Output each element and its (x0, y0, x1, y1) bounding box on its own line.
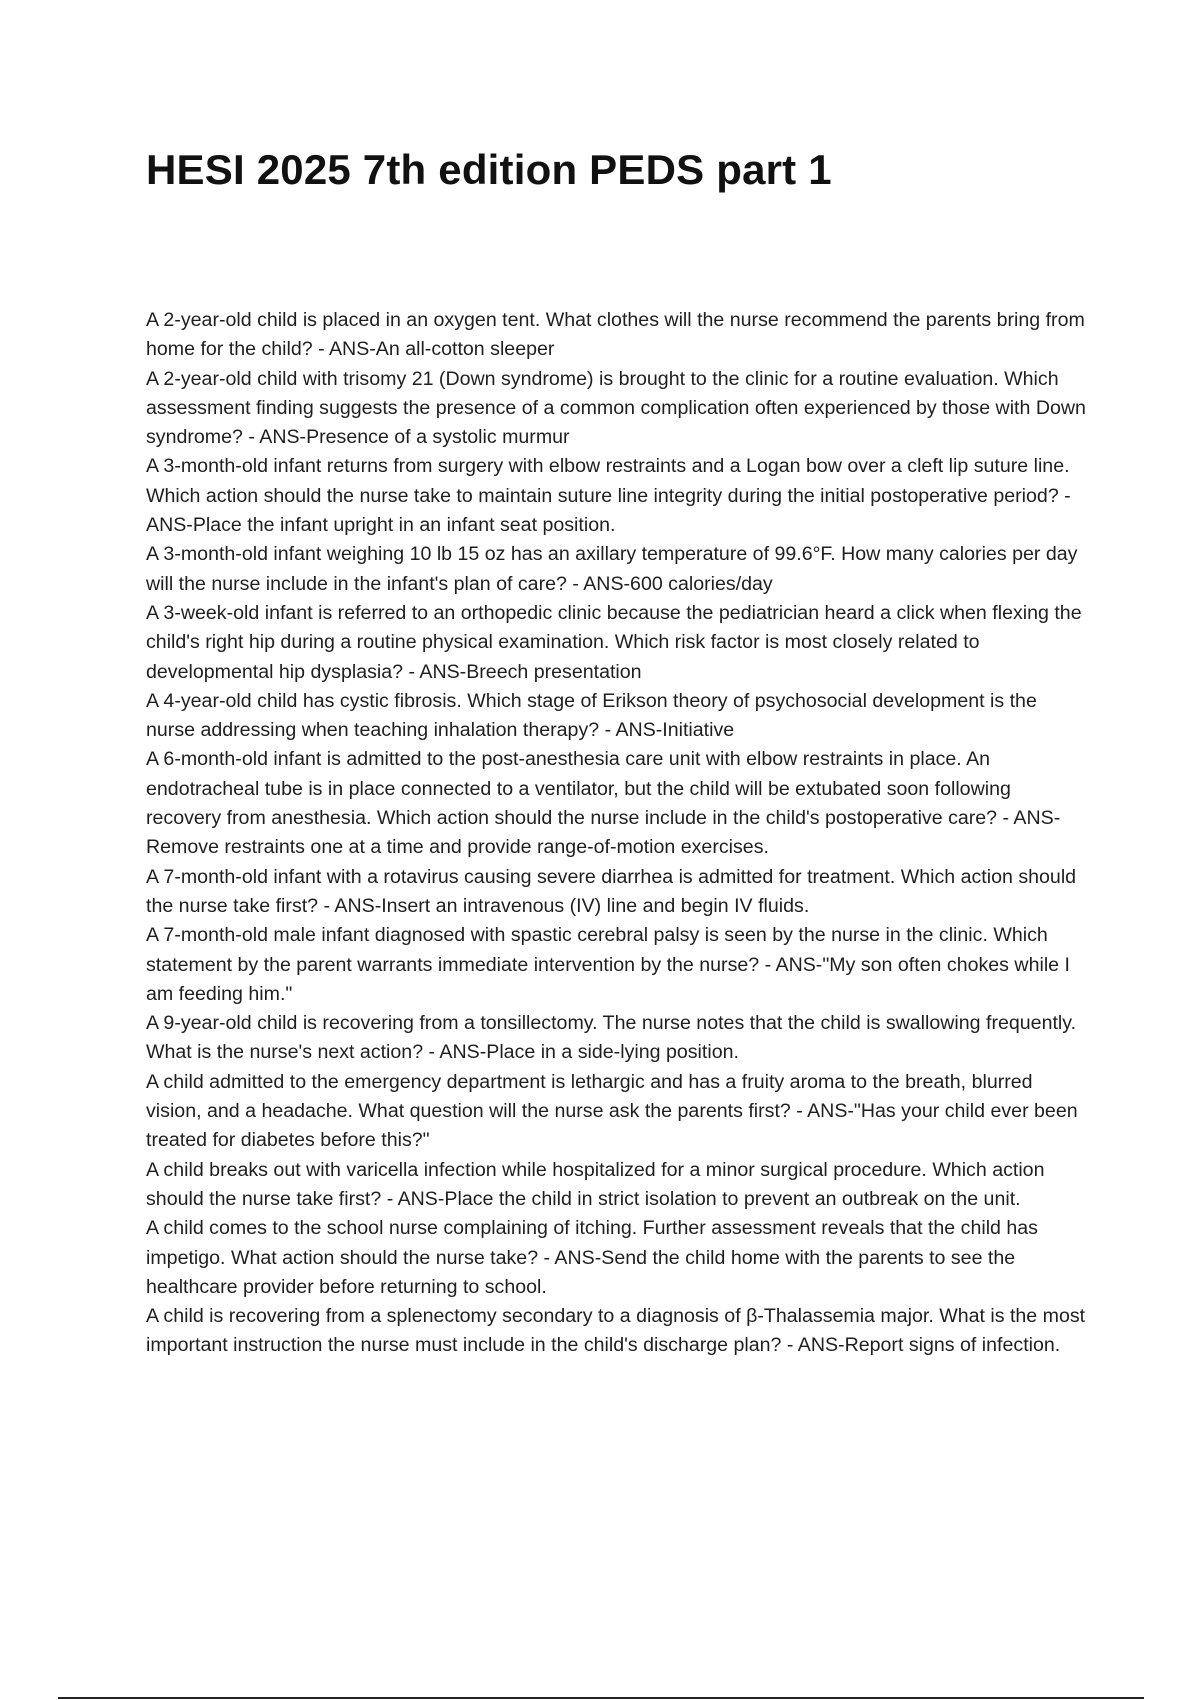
qa-item: A child is recovering from a splenectomy secondary to a diagnosis of β-Thalassemia major. What is the most important instruction the nurse must include in the child's discharge plan? - ANS-Report signs of infection. (146, 1305, 1086, 1357)
qa-item: A 7-month-old male infant diagnosed with spastic cerebral palsy is seen by the nurse in the clinic. Which statement by the parent warrants immediate intervention by the nurse? - ANS-"My son often chokes while I am feeding him." (146, 924, 1070, 1005)
qa-item: A child breaks out with varicella infection while hospitalized for a minor surgical procedure. Which action should the nurse take first? - ANS-Place the child in strict isolation to prevent an outbreak on the unit. (146, 1158, 1045, 1210)
qa-item: A 2-year-old child is placed in an oxygen tent. What clothes will the nurse recommend the parents bring from home for the child? - ANS-An all-cotton sleeper (146, 309, 1085, 361)
qa-item: A 3-week-old infant is referred to an orthopedic clinic because the pediatrician heard a click when flexing the child's right hip during a routine physical examination. Which risk factor is most closely related to developmental hip dysplasia? - ANS-Breech presentation (146, 601, 1082, 683)
qa-item: A 4-year-old child has cystic fibrosis. Which stage of Erikson theory of psychosocial development is the nurse addressing when teaching inhalation therapy? - ANS-Initiative (146, 689, 1037, 742)
qa-item: A 7-month-old infant with a rotavirus causing severe diarrhea is admitted for treatment. Which action should the nurse take first? - ANS-Insert an intravenous (IV) line and begin IV fluids. (146, 865, 1077, 917)
qa-list (146, 306, 1086, 1361)
qa-item: A 9-year-old child is recovering from a tonsillectomy. The nurse notes that the child is swallowing frequently. What is the nurse's next action? - ANS-Place in a side-lying position. (146, 1012, 1077, 1064)
qa-item: A child comes to the school nurse complaining of itching. Further assessment reveals that the child has impetigo. What action should the nurse take? - ANS-Send the child home with the parents to see the healthcare provider before returning to school. (146, 1217, 1038, 1298)
qa-item: A 3-month-old infant weighing 10 lb 15 oz has an axillary temperature of 99.6°F. How many calories per day will the nurse include in the infant's plan of care? - ANS-600 calories/day (146, 543, 1078, 595)
page-title: HESI 2025 7th edition PEDS part 1 (146, 146, 832, 193)
qa-item: A child admitted to the emergency department is lethargic and has a fruity aroma to the breath, blurred vision, and a headache. What question will the nurse ask the parents first? - ANS-"Has your child ever been treated for diabetes before this?" (146, 1070, 1078, 1152)
qa-item: A 6-month-old infant is admitted to the post-anesthesia care unit with elbow restraints in place. An endotracheal tube is in place connected to a ventilator, but the child will be extubated soon following recovery from anesthesia. Which action should the nurse include in the child's postoperative care? - ANS-Remove restraints one at a time and provide range-of-motion exercises. (146, 748, 1061, 859)
footer-divider (58, 1697, 1144, 1699)
qa-item: A 3-month-old infant returns from surgery with elbow restraints and a Logan bow over a cleft lip suture line. Which action should the nurse take to maintain suture line integrity during the initial postoperative period? - ANS-Place the infant upright in an infant seat position. (146, 455, 1071, 537)
qa-item: A 2-year-old child with trisomy 21 (Down syndrome) is brought to the clinic for a routine evaluation. Which assessment finding suggests the presence of a common complication often experienced by those with Down syndrome? - ANS-Presence of a systolic murmur (146, 367, 1086, 449)
